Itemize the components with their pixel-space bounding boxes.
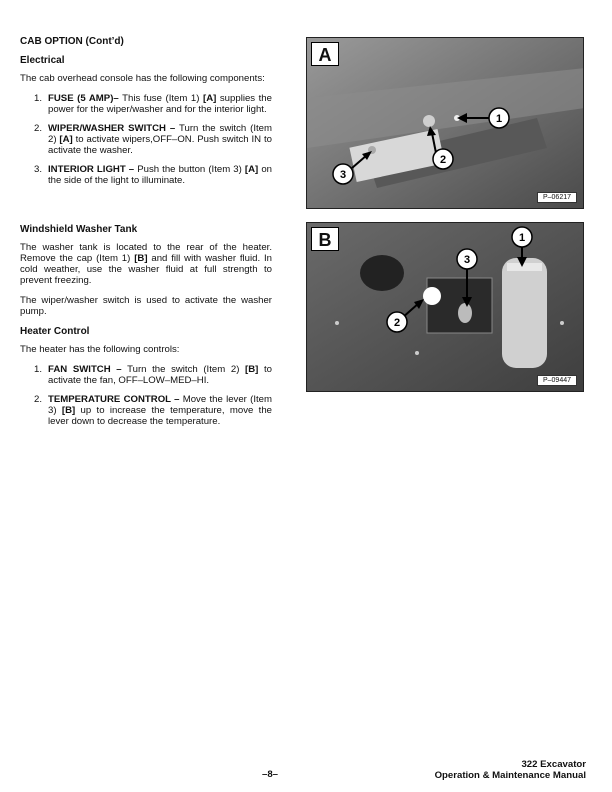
figure-b-id: P–09447 <box>537 375 577 386</box>
item-label: INTERIOR LIGHT – <box>48 164 135 175</box>
heater-heading: Heater Control <box>20 326 90 337</box>
figure-ref: [B] <box>61 405 76 416</box>
washer-paragraph-2: The wiper/washer switch is used to activate the washer pump. <box>20 295 272 317</box>
figure-ref: [A] <box>203 93 217 104</box>
figure-a-photo <box>307 38 584 209</box>
figure-b-photo <box>307 223 584 392</box>
callout-2: 2 <box>439 154 447 166</box>
callout-1: 1 <box>518 232 526 244</box>
figure-ref: [A] <box>59 134 73 145</box>
electrical-heading: Electrical <box>20 55 65 66</box>
item-body: Turn the switch (Item 2) <box>48 123 272 145</box>
item-label: WIPER/WASHER SWITCH – <box>48 123 176 134</box>
item-body: Turn the switch (Item 2) <box>121 364 246 375</box>
callout-2: 2 <box>393 317 401 329</box>
list-item <box>20 364 272 386</box>
electrical-intro: The cab overhead console has the following components: <box>20 73 265 84</box>
item-text <box>48 93 272 115</box>
item-label: TEMPERATURE CONTROL – <box>48 394 180 405</box>
item-text <box>48 164 272 186</box>
heater-intro: The heater has the following controls: <box>20 344 180 355</box>
item-body: Move the lever (Item 3) <box>48 394 272 416</box>
item-body: to activate wipers,OFF–ON. Push switch IN to activate the washer. <box>48 134 272 156</box>
section-title: CAB OPTION (Cont’d) <box>20 36 124 47</box>
footer-title <box>435 759 586 781</box>
footer-model: 322 Excavator <box>521 759 586 770</box>
callout-1: 1 <box>495 113 503 125</box>
figure-a <box>306 37 584 209</box>
item-text <box>48 364 272 386</box>
figure-b <box>306 222 584 392</box>
list-item <box>20 394 272 427</box>
footer-manual: Operation & Maintenance Manual <box>434 770 586 781</box>
item-number: 1. <box>34 93 43 104</box>
item-body: on the side of the light to illuminate. <box>48 164 272 186</box>
item-text <box>48 394 272 427</box>
washer-heading: Windshield Washer Tank <box>20 224 138 235</box>
list-item <box>20 164 272 186</box>
washer-paragraph <box>20 242 272 286</box>
callout-3: 3 <box>339 169 347 181</box>
item-body: Push the button (Item 3) <box>134 164 245 175</box>
figure-ref: [B] <box>134 253 148 264</box>
heater-list <box>20 364 272 427</box>
text-column <box>20 36 272 435</box>
item-number: 3. <box>34 164 43 175</box>
electrical-list <box>20 93 272 186</box>
item-text <box>48 123 272 156</box>
figure-a-letter: A <box>311 42 339 66</box>
item-body: up to increase the temperature, move the lever down to decrease the temperature. <box>48 405 272 427</box>
figure-a-id: P–06217 <box>537 192 577 203</box>
item-number: 2. <box>34 123 43 134</box>
page-number: –8– <box>262 769 279 780</box>
item-body: This fuse (Item 1) <box>118 93 203 104</box>
item-body: supplies the power for the wiper/washer and for the interior light. <box>48 93 272 115</box>
list-item <box>20 93 272 115</box>
callout-3: 3 <box>463 254 471 266</box>
washer-text: The washer tank is located to the rear of the heater. Remove the cap (Item 1) <box>20 242 272 264</box>
figure-b-letter: B <box>311 227 339 251</box>
washer-text: and fill with washer fluid. In cold weather, use the washer fluid at full strength to prevent freezing. <box>20 253 272 286</box>
item-label: FUSE (5 AMP)– <box>48 93 119 104</box>
item-body: to activate the fan, OFF–LOW–MED–HI. <box>48 364 272 386</box>
figure-ref: [A] <box>244 164 259 175</box>
list-item <box>20 123 272 156</box>
figure-ref: [B] <box>245 364 259 375</box>
item-number: 2. <box>34 394 43 405</box>
item-number: 1. <box>34 364 43 375</box>
item-label: FAN SWITCH – <box>48 364 122 375</box>
